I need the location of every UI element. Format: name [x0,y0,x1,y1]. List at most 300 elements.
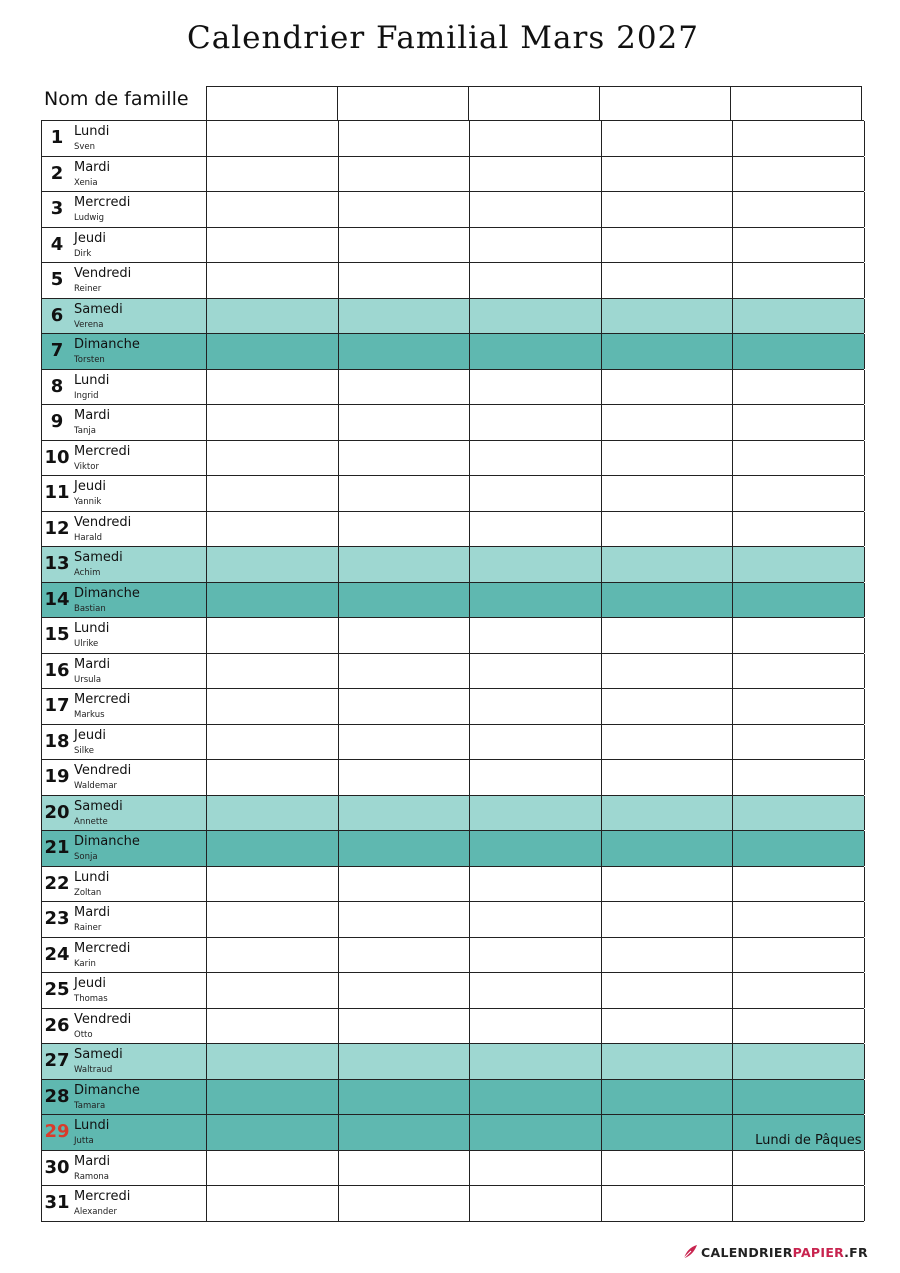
entry-cell[interactable] [207,618,339,653]
day-cell [42,689,207,724]
entry-cell[interactable] [207,370,339,405]
entry-cell[interactable] [602,547,734,582]
entry-cell[interactable] [733,157,865,192]
calendar-row [42,263,864,299]
day-cell [42,405,207,440]
calendar-row [42,512,864,548]
day-name: Mercredi [74,692,131,707]
entry-cell[interactable] [602,796,734,831]
entry-cell[interactable] [470,299,602,334]
entry-cell[interactable] [602,405,734,440]
day-cell [42,157,207,192]
entry-cell[interactable] [339,334,471,369]
entry-cell[interactable] [207,831,339,866]
day-name: Samedi [74,301,123,317]
calendar-row [42,547,864,583]
day-name: Mardi [74,656,111,672]
entry-cell[interactable] [339,654,471,689]
entry-cell[interactable] [207,121,339,156]
entry-cell[interactable] [339,299,471,334]
saint-name: Thomas [74,994,108,1004]
calendar-row [42,121,864,157]
entry-cell[interactable] [470,1151,602,1186]
day-number: 3 [50,198,64,219]
calendar-row [42,476,864,512]
entry-cell[interactable] [339,1080,471,1115]
entry-cell[interactable] [339,441,471,476]
day-number: 22 [44,872,70,894]
day-cell [42,654,207,689]
day-number: 9 [50,411,64,432]
entry-cell[interactable] [602,512,734,547]
entry-cell[interactable] [602,263,734,298]
saint-name: Yannik [74,497,102,507]
entry-cell[interactable] [470,405,602,440]
entry-cell[interactable] [207,1080,339,1115]
saint-name: Markus [74,710,105,720]
entry-cell[interactable] [207,654,339,689]
entry-cell[interactable] [733,1115,865,1150]
day-name: Dimanche [74,834,140,849]
calendar-row [42,973,864,1009]
entry-cell[interactable] [733,1009,865,1044]
entry-cell[interactable] [207,334,339,369]
day-number: 27 [44,1050,70,1071]
day-name: Samedi [74,550,123,565]
day-number: 8 [50,375,64,397]
entry-cell[interactable] [207,796,339,831]
entry-cell[interactable] [339,583,471,618]
entry-cell[interactable] [602,973,734,1008]
entry-cell[interactable] [470,334,602,369]
day-cell [42,1186,207,1221]
day-cell [42,831,207,866]
entry-cell[interactable] [733,725,865,760]
entry-cell[interactable] [602,441,734,476]
entry-cell[interactable] [733,867,865,902]
leaf-icon [682,1244,698,1260]
entry-cell[interactable] [733,370,865,405]
entry-cell[interactable] [339,405,471,440]
day-cell [42,263,207,298]
entry-cell[interactable] [470,689,602,724]
calendar-row [42,228,864,264]
day-number: 31 [44,1192,70,1213]
saint-name: Reiner [74,284,102,294]
day-cell [42,902,207,937]
entry-cell[interactable] [602,618,734,653]
saint-name: Ingrid [74,390,99,401]
day-cell [42,192,207,227]
entry-cell[interactable] [339,263,471,298]
family-name-label: Nom de famille [44,88,189,110]
entry-cell[interactable] [339,867,471,902]
entry-cell[interactable] [339,760,471,795]
entry-cell[interactable] [733,618,865,653]
day-cell [42,476,207,511]
entry-cell[interactable] [470,263,602,298]
entry-cell[interactable] [207,405,339,440]
saint-name: Alexander [74,1207,118,1217]
calendar-row [42,1009,864,1045]
entry-cell[interactable] [602,1115,734,1150]
family-name-cell-5[interactable] [731,87,862,121]
entry-cell[interactable] [733,512,865,547]
entry-cell[interactable] [207,1009,339,1044]
entry-cell[interactable] [339,796,471,831]
entry-cell[interactable] [733,1080,865,1115]
entry-cell[interactable] [602,583,734,618]
day-cell [42,1044,207,1079]
entry-cell[interactable] [602,831,734,866]
entry-cell[interactable] [470,370,602,405]
entry-cell[interactable] [733,228,865,263]
calendar-row [42,689,864,725]
entry-cell[interactable] [470,973,602,1008]
day-number: 4 [50,233,64,255]
calendar-row [42,796,864,832]
calendar-row [42,583,864,619]
day-name: Jeudi [74,976,106,991]
entry-cell[interactable] [339,157,471,192]
family-name-cell-2[interactable] [338,87,469,121]
day-name: Mardi [74,159,111,175]
day-name: Dimanche [74,337,140,352]
entry-cell[interactable] [470,1044,602,1079]
calendar-row [42,1044,864,1080]
entry-cell[interactable] [733,938,865,973]
saint-name: Achim [74,568,101,578]
entry-cell[interactable] [602,476,734,511]
saint-name: Sven [74,142,96,152]
entry-cell[interactable] [207,583,339,618]
day-cell [42,1080,207,1115]
entry-cell[interactable] [339,938,471,973]
entry-cell[interactable] [470,831,602,866]
day-number: 12 [44,517,70,539]
entry-cell[interactable] [733,1186,865,1221]
day-name: Samedi [74,1047,123,1062]
entry-cell[interactable] [339,1151,471,1186]
day-cell [42,796,207,831]
day-number: 13 [44,553,70,574]
day-number: 15 [44,624,70,645]
entry-cell[interactable] [470,1080,602,1115]
entry-cell[interactable] [339,1044,471,1079]
entry-cell[interactable] [733,902,865,937]
saint-name: Harald [74,532,103,543]
entry-cell[interactable] [470,512,602,547]
saint-name: Silke [74,745,94,756]
day-cell [42,618,207,653]
entry-cell[interactable] [339,1186,471,1221]
day-name: Mardi [74,905,111,920]
calendar-row [42,938,864,974]
day-name: Mardi [74,1153,111,1169]
entry-cell[interactable] [470,1115,602,1150]
entry-cell[interactable] [207,1186,339,1221]
entry-cell[interactable] [470,618,602,653]
entry-cell[interactable] [602,157,734,192]
day-name: Lundi [74,869,110,885]
entry-cell[interactable] [602,334,734,369]
entry-cell[interactable] [470,583,602,618]
calendar-row [42,831,864,867]
saint-name: Verena [74,319,104,330]
calendar-row [42,867,864,903]
entry-cell[interactable] [207,760,339,795]
entry-cell[interactable] [339,512,471,547]
entry-cell[interactable] [733,689,865,724]
day-name: Vendredi [74,514,132,530]
entry-cell[interactable] [470,867,602,902]
holiday-note: Lundi de Pâques [755,1132,862,1148]
entry-cell[interactable] [602,902,734,937]
day-cell [42,760,207,795]
saint-name: Tamara [74,1100,106,1111]
day-cell [42,299,207,334]
entry-cell[interactable] [339,476,471,511]
entry-cell[interactable] [207,228,339,263]
entry-cell[interactable] [470,228,602,263]
entry-cell[interactable] [207,1115,339,1150]
entry-cell[interactable] [207,973,339,1008]
day-number: 28 [44,1085,70,1107]
entry-cell[interactable] [602,689,734,724]
day-cell [42,973,207,1008]
entry-cell[interactable] [207,1151,339,1186]
entry-cell[interactable] [733,299,865,334]
entry-cell[interactable] [733,583,865,618]
entry-cell[interactable] [207,476,339,511]
entry-cell[interactable] [733,1151,865,1186]
day-cell [42,938,207,973]
day-name: Vendredi [74,266,132,281]
entry-cell[interactable] [470,441,602,476]
entry-cell[interactable] [207,725,339,760]
day-cell [42,867,207,902]
entry-cell[interactable] [339,1009,471,1044]
entry-cell[interactable] [207,157,339,192]
entry-cell[interactable] [602,867,734,902]
day-name: Jeudi [74,727,106,743]
saint-name: Bastian [74,603,106,614]
entry-cell[interactable] [602,192,734,227]
entry-cell[interactable] [602,938,734,973]
day-number: 11 [44,482,70,503]
entry-cell[interactable] [602,1044,734,1079]
entry-cell[interactable] [733,1044,865,1079]
calendar-row [42,1151,864,1187]
day-name: Lundi [74,124,110,139]
day-number: 23 [44,908,70,929]
saint-name: Ulrike [74,639,99,649]
saint-name: Zoltan [74,887,102,898]
entry-cell[interactable] [339,725,471,760]
entry-cell[interactable] [470,796,602,831]
entry-cell[interactable] [470,547,602,582]
entry-cell[interactable] [733,441,865,476]
day-name: Lundi [74,621,110,636]
day-name: Samedi [74,798,123,814]
saint-name: Xenia [74,177,98,188]
entry-cell[interactable] [207,192,339,227]
entry-cell[interactable] [733,547,865,582]
entry-cell[interactable] [207,263,339,298]
entry-cell[interactable] [470,157,602,192]
day-name: Mercredi [74,940,131,956]
entry-cell[interactable] [733,973,865,1008]
entry-cell[interactable] [339,370,471,405]
entry-cell[interactable] [470,1009,602,1044]
brand-part-3: .FR [844,1244,868,1260]
saint-name: Sonja [74,852,98,862]
saint-name: Otto [74,1029,93,1040]
day-name: Mercredi [74,1189,131,1204]
day-cell [42,441,207,476]
entry-cell[interactable] [602,370,734,405]
calendar-row [42,370,864,406]
saint-name: Jutta [74,1136,94,1146]
day-name: Jeudi [74,479,106,494]
entry-cell[interactable] [602,1009,734,1044]
saint-name: Ramona [74,1171,110,1182]
entry-cell[interactable] [207,512,339,547]
day-name: Mercredi [74,195,131,210]
day-number: 16 [44,659,70,681]
calendar-row [42,441,864,477]
entry-cell[interactable] [733,831,865,866]
page-title: Calendrier Familial Mars 2027 [187,20,699,56]
day-cell [42,547,207,582]
entry-cell[interactable] [470,902,602,937]
entry-cell[interactable] [733,121,865,156]
saint-name: Ludwig [74,213,105,223]
day-number: 17 [44,695,70,716]
entry-cell[interactable] [207,938,339,973]
entry-cell[interactable] [207,902,339,937]
day-cell [42,228,207,263]
day-name: Jeudi [74,230,106,246]
entry-cell[interactable] [733,263,865,298]
entry-cell[interactable] [733,405,865,440]
day-number: 5 [50,269,64,290]
calendar-grid [41,120,864,1222]
entry-cell[interactable] [602,1080,734,1115]
entry-cell[interactable] [602,299,734,334]
day-number: 21 [44,837,70,858]
entry-cell[interactable] [733,334,865,369]
entry-cell[interactable] [733,654,865,689]
entry-cell[interactable] [470,1186,602,1221]
calendar-row [42,654,864,690]
entry-cell[interactable] [470,121,602,156]
entry-cell[interactable] [602,1151,734,1186]
calendar-row [42,1115,864,1151]
entry-cell[interactable] [602,1186,734,1221]
entry-cell[interactable] [470,938,602,973]
day-cell [42,334,207,369]
day-number: 7 [50,340,64,361]
entry-cell[interactable] [339,1115,471,1150]
entry-cell[interactable] [733,192,865,227]
calendar-row [42,725,864,761]
day-cell [42,1009,207,1044]
day-number: 29 [44,1121,70,1142]
saint-name: Waldemar [74,781,118,791]
day-number: 10 [44,446,70,468]
day-number: 18 [44,730,70,752]
day-name: Vendredi [74,763,132,778]
entry-cell[interactable] [733,760,865,795]
calendar-row [42,405,864,441]
day-name: Dimanche [74,1082,140,1098]
entry-cell[interactable] [207,867,339,902]
day-cell [42,1115,207,1150]
day-name: Lundi [74,1118,110,1133]
entry-cell[interactable] [339,121,471,156]
calendar-row [42,299,864,335]
entry-cell[interactable] [339,192,471,227]
calendar-row [42,760,864,796]
day-number: 20 [44,801,70,823]
entry-cell[interactable] [339,547,471,582]
entry-cell[interactable] [207,1044,339,1079]
saint-name: Dirk [74,248,92,259]
family-name-cell-1[interactable] [207,87,338,121]
calendar-row [42,192,864,228]
calendar-row [42,902,864,938]
entry-cell[interactable] [339,228,471,263]
entry-cell[interactable] [602,725,734,760]
brand-part-1: CALENDRIER [701,1244,793,1260]
entry-cell[interactable] [339,831,471,866]
brand-part-2: PAPIER [792,1244,845,1260]
day-number: 19 [44,766,70,787]
entry-cell[interactable] [602,760,734,795]
entry-cell[interactable] [470,760,602,795]
entry-cell[interactable] [602,654,734,689]
entry-cell[interactable] [733,796,865,831]
entry-cell[interactable] [470,725,602,760]
entry-cell[interactable] [207,547,339,582]
entry-cell[interactable] [207,441,339,476]
day-number: 2 [50,162,64,184]
saint-name: Karin [74,958,96,969]
entry-cell[interactable] [733,476,865,511]
day-cell [42,725,207,760]
entry-cell[interactable] [602,228,734,263]
entry-cell[interactable] [207,299,339,334]
entry-cell[interactable] [339,973,471,1008]
day-number: 14 [44,588,70,610]
family-name-cell-4[interactable] [600,87,731,121]
saint-name: Tanja [74,426,96,436]
entry-cell[interactable] [339,902,471,937]
day-number: 30 [44,1156,70,1178]
entry-cell[interactable] [339,618,471,653]
entry-cell[interactable] [470,476,602,511]
family-name-cell-3[interactable] [469,87,600,121]
day-number: 25 [44,979,70,1000]
entry-cell[interactable] [339,689,471,724]
entry-cell[interactable] [470,654,602,689]
entry-cell[interactable] [207,689,339,724]
day-number: 24 [44,943,70,965]
entry-cell[interactable] [602,121,734,156]
entry-cell[interactable] [470,192,602,227]
day-cell [42,1151,207,1186]
